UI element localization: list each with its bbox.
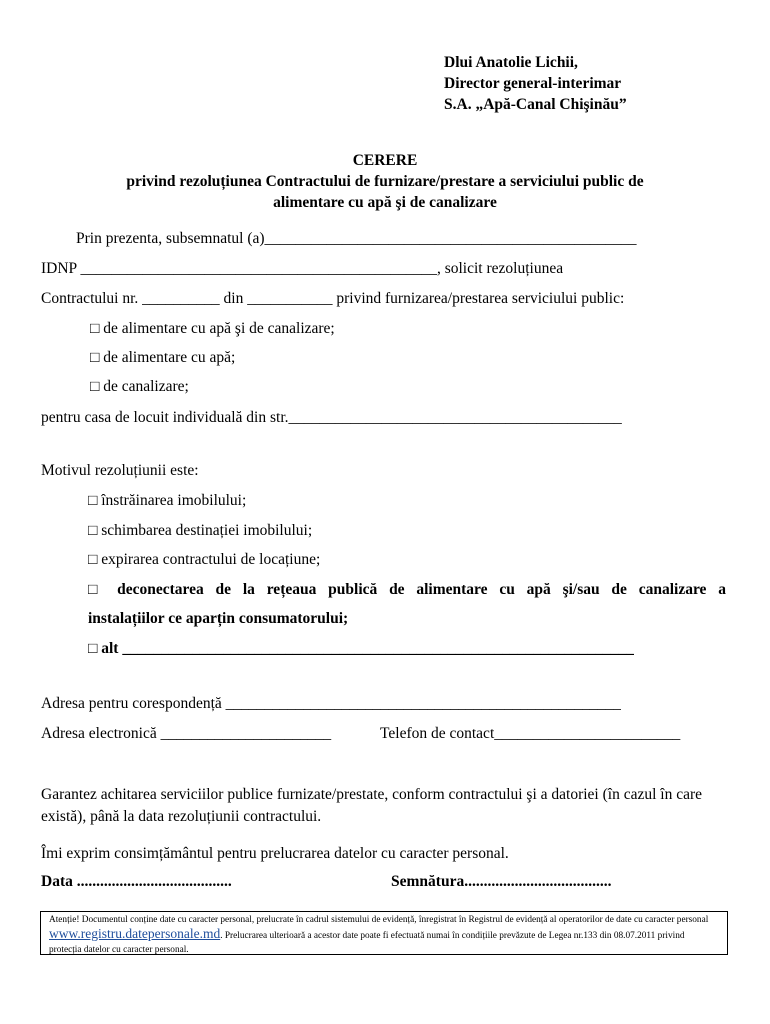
- correspondence-address-line: Adresa pentru corespondență ___________________________________________________: [41, 695, 621, 712]
- registry-link[interactable]: www.registru.datepersonale.md: [49, 926, 221, 941]
- notice-text-2: . Prelucrarea ulterioară a acestor date poate fi efectuată numai în condițiile prevăzute de Legea nr.133 din 08.07.2011 privind protecția datelor cu caracter personal.: [49, 931, 685, 955]
- title-heading: CERERE: [352, 152, 418, 169]
- signature-field: Semnătura......................................: [391, 873, 612, 890]
- guarantee-paragraph: Garantez achitarea serviciilor publice furnizate/prestate, conform contractului şi a datoriei (în cazul în care există), până la data rezoluțiunii contractului.: [41, 786, 703, 825]
- date-field: Data ........................................: [41, 873, 232, 890]
- title-line-2: alimentare cu apă şi de canalizare: [273, 194, 497, 211]
- data-protection-notice: [40, 911, 728, 955]
- addressee-company: S.A. „Apă-Canal Chişinău”: [444, 96, 627, 113]
- phone-line: Telefon de contact________________________: [380, 725, 681, 742]
- document-title: [40, 150, 730, 213]
- reason-lease-expiry: □ expirarea contractului de locațiune;: [88, 551, 321, 568]
- service-option-water-sewage: □ de alimentare cu apă şi de canalizare;: [90, 320, 335, 337]
- reason-destination-change: □ schimbarea destinației imobilului;: [88, 522, 313, 539]
- addressee-block: [444, 52, 627, 115]
- addressee-position: Director general-interimar: [444, 75, 622, 92]
- consent-line: Îmi exprim consimțământul pentru prelucrarea datelor cu caracter personal.: [41, 845, 509, 862]
- idnp-line: IDNP ______________________________________________, solicit rezoluțiunea: [41, 260, 564, 277]
- motive-label: Motivul rezoluțiunii este:: [41, 462, 199, 479]
- service-option-water: □ de alimentare cu apă;: [90, 349, 236, 366]
- reason-other: □ alt __________________________________________________________________: [88, 640, 634, 657]
- house-address-line: pentru casa de locuit individuală din str.___________________________________________: [41, 409, 622, 426]
- reason-disconnection-cont: instalațiilor ce aparțin consumatorului;: [88, 610, 349, 627]
- notice-text-1: Atenție! Documentul conține date cu caracter personal, prelucrate în cadrul sistemului de evidență, înregistrat în Registrul de evidență al operatorilor de date cu caracter personal: [49, 915, 709, 925]
- email-line: Adresa electronică ______________________: [41, 725, 332, 742]
- applicant-line: Prin prezenta, subsemnatul (a)________________________________________________: [76, 230, 637, 247]
- title-line-1: privind rezoluțiunea Contractului de furnizare/prestare a serviciului public de: [126, 173, 644, 190]
- addressee-name: Dlui Anatolie Lichii,: [444, 54, 578, 71]
- contract-line: Contractului nr. __________ din ___________ privind furnizarea/prestarea serviciului public:: [41, 290, 625, 307]
- service-option-sewage: □ de canalizare;: [90, 378, 189, 395]
- reason-disconnection: □ deconectarea de la rețeaua publică de alimentare cu apă şi/sau de canalizare a: [88, 581, 726, 598]
- reason-alienation: □ înstrăinarea imobilului;: [88, 492, 247, 509]
